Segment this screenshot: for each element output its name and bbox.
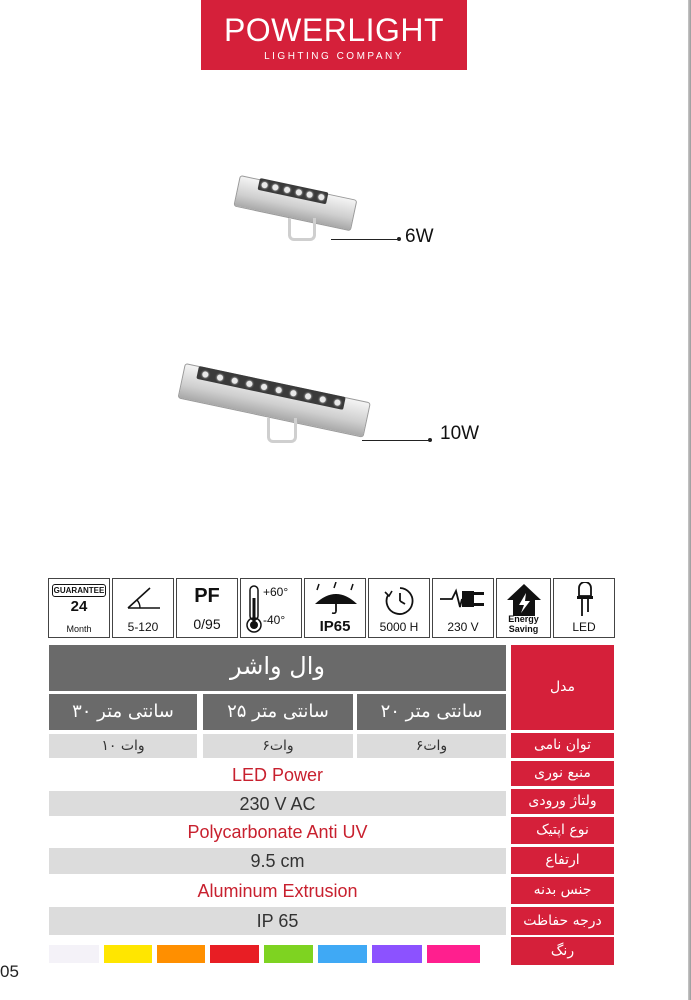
brand-name: POWERLIGHT [223, 12, 445, 48]
color-swatch-white [49, 945, 99, 963]
color-swatch-orange [157, 945, 205, 963]
guarantee-label: Month [66, 624, 92, 634]
color-label: رنگ [511, 937, 614, 965]
voltage-value: 230 V AC [239, 794, 316, 814]
watt-cell-25cm: ۶وات [203, 734, 353, 758]
led-label: LED [572, 620, 596, 634]
size-header-20cm: ۲۰ سانتی متر [357, 694, 506, 730]
model-name-header [49, 645, 506, 691]
plug-icon [432, 578, 494, 638]
product-image-6w [240, 170, 365, 250]
color-swatch-red [210, 945, 259, 963]
body-material-label: جنس بدنه [511, 877, 614, 904]
color-swatch-yellow [104, 945, 152, 963]
model-label-cell [511, 645, 614, 730]
leader-line-10w [362, 440, 430, 441]
timer-label: 5000 H [379, 620, 419, 634]
watt-cell-20cm: ۶وات [357, 734, 506, 758]
umbrella-rain-icon [304, 578, 366, 638]
brand-tagline: LIGHTING COMPANY [264, 51, 404, 62]
color-swatch-blue [318, 945, 367, 963]
model-label: مدل [549, 679, 576, 695]
protection-label: درجه حفاظت [511, 907, 614, 935]
color-swatch-green [264, 945, 313, 963]
timer-icon [368, 578, 430, 638]
color-swatch-purple [372, 945, 422, 963]
beam-angle-icon [112, 578, 174, 638]
temp-min: -40° [263, 613, 286, 627]
size-header-25cm: ۲۵ سانتی متر [203, 694, 353, 730]
page-number: 05 [0, 962, 19, 981]
optic-type-label: نوع اپتیک [511, 817, 614, 844]
power-factor-icon [176, 578, 238, 638]
optic-type-value: Polycarbonate Anti UV [187, 822, 368, 842]
thermometer-icon [240, 578, 302, 638]
input-voltage-label: ولتاژ ورودی [511, 789, 614, 814]
power-factor-title: PF [194, 585, 220, 607]
light-source-value: LED Power [231, 765, 324, 785]
protection-value: IP 65 [256, 911, 299, 931]
ip-rating-label: IP65 [319, 618, 351, 635]
size-header-30cm: ۳۰ سانتی متر [49, 694, 197, 730]
power-factor-label: 0/95 [193, 616, 221, 632]
led-icon [553, 578, 615, 638]
guarantee-value: 24 [70, 598, 88, 615]
watt-label-6w: 6W [405, 226, 434, 247]
brand-logo [201, 0, 467, 70]
watt-cell-30cm: ۱۰ وات [49, 734, 197, 758]
energy-saving-icon [496, 578, 551, 638]
body-material-value: Aluminum Extrusion [197, 881, 358, 901]
light-source-label: منبع نوری [511, 761, 614, 786]
leader-line-6w [331, 239, 399, 240]
height-label: ارتفاع [511, 847, 614, 874]
guarantee-title: GUARANTEE [53, 586, 105, 595]
energy-saving-label: Energy Saving [508, 614, 539, 634]
watt-label-10w: 10W [440, 423, 480, 444]
beam-angle-label: 5-120 [127, 620, 159, 634]
guarantee-icon [48, 578, 110, 638]
plug-label: 230 V [447, 620, 479, 634]
rated-power-label: توان نامی [511, 733, 614, 758]
temp-max: +60° [263, 585, 289, 599]
model-name: وال واشر [230, 652, 325, 680]
product-image-10w [185, 358, 385, 448]
color-swatch-pink [427, 945, 480, 963]
height-value: 9.5 cm [250, 851, 305, 871]
